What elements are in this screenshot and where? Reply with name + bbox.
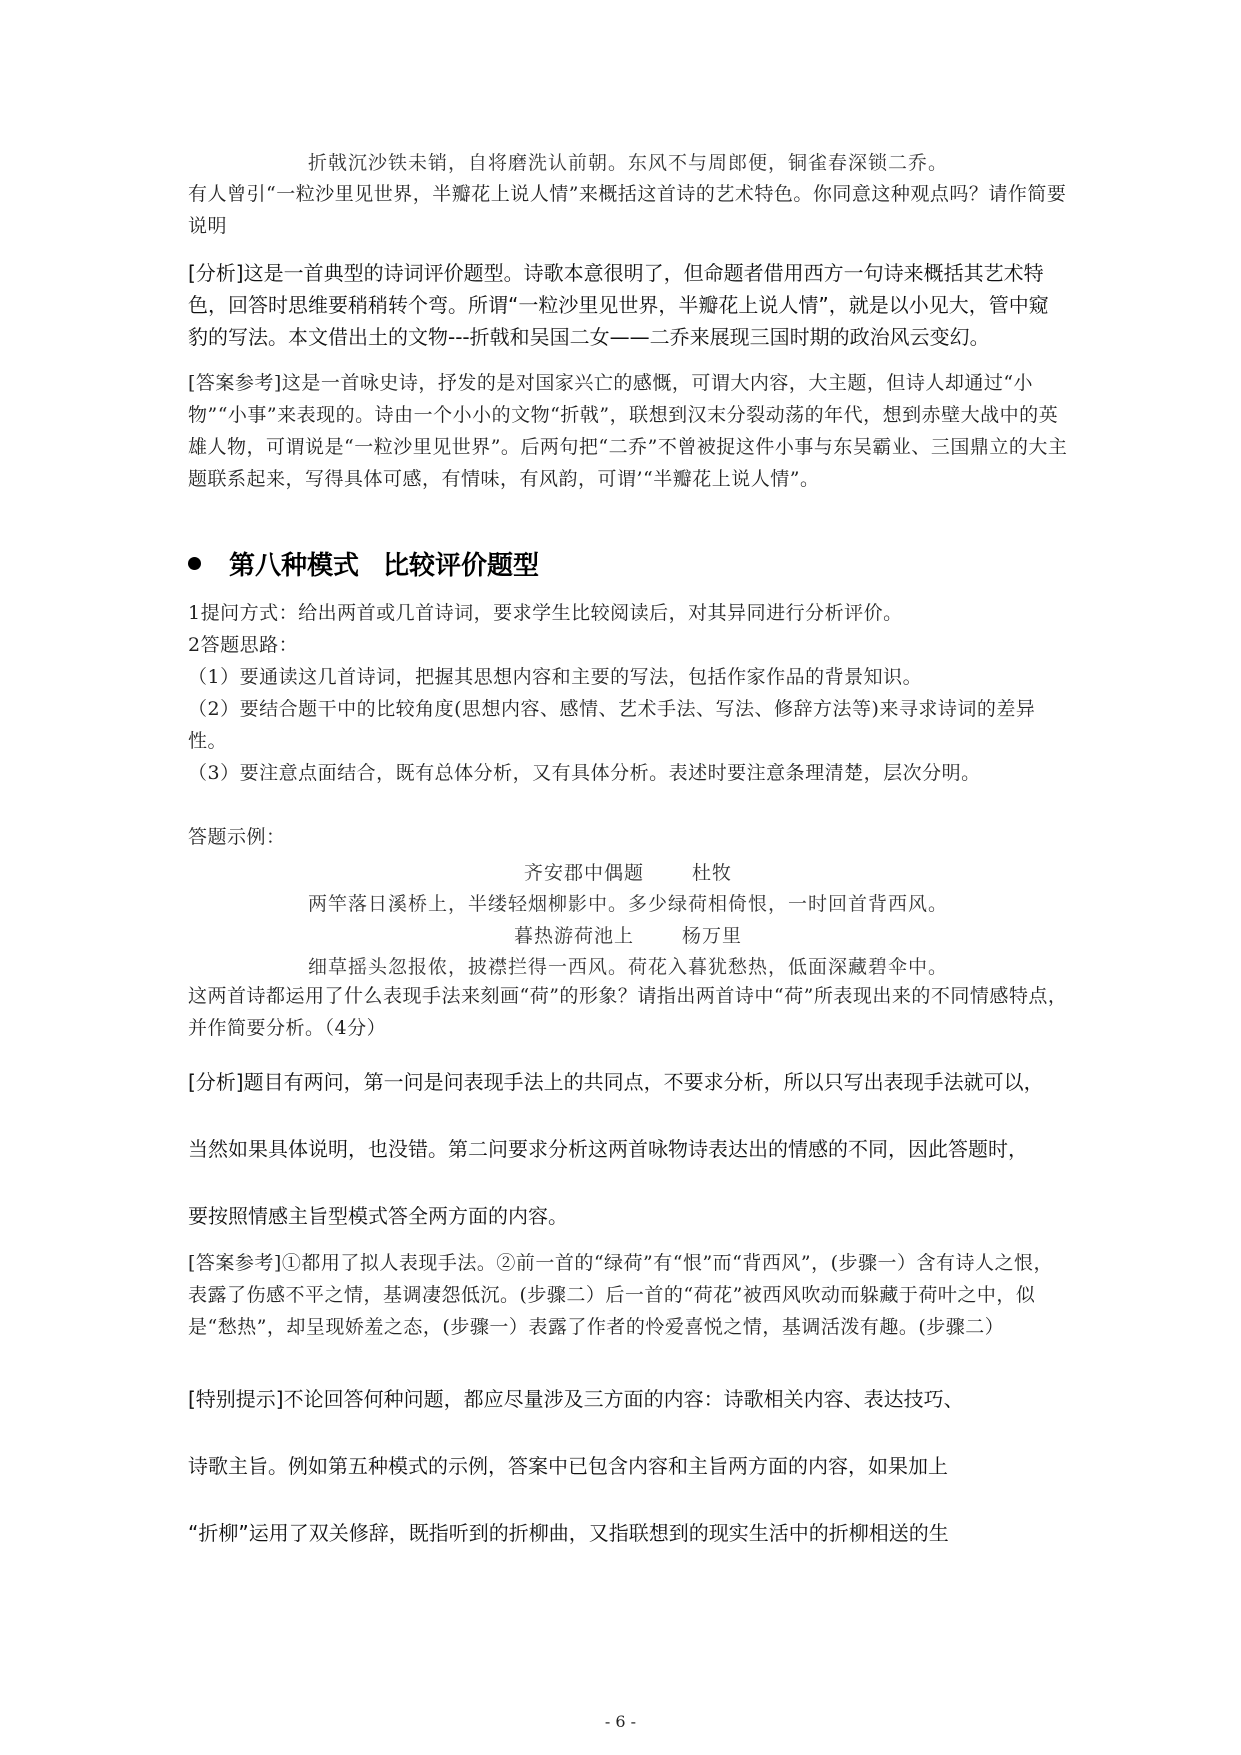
poem-1-author: 杜牧 bbox=[692, 862, 733, 884]
question-2: 这两首诗都运用了什么表现手法来刻画“荷”的形象？请指出两首诗中“荷”所表现出来的不同情感特点，并作简要分析。（4分） bbox=[188, 985, 1068, 1039]
analysis-2-line-3: 要按照情感主旨型模式答全两方面的内容。 bbox=[188, 1204, 568, 1228]
tip-line-3: “折柳”运用了双关修辞，既指听到的折柳曲，又指联想到的现实生活中的折柳相送的生 bbox=[188, 1521, 949, 1545]
approach-step-1: （1）要通读这几首诗词，把握其思想内容和主要的写法，包括作家作品的背景知识。 bbox=[188, 666, 923, 688]
question-method: 1提问方式：给出两首或几首诗词，要求学生比较阅读后，对其异同进行分析评价。 bbox=[188, 602, 903, 624]
top-poem: 折戟沉沙铁未销，自将磨洗认前朝。东风不与周郎便，铜雀春深锁二乔。 bbox=[307, 152, 948, 174]
question-1: 有人曾引“一粒沙里见世界，半瓣花上说人情”来概括这首诗的艺术特色。你同意这种观点吗？请作简要说明 bbox=[188, 183, 1067, 237]
approach-step-2: （2）要结合题干中的比较角度(思想内容、感情、艺术手法、写法、修辞方法等)来寻求诗词的差异性。 bbox=[188, 698, 1036, 752]
poem-1-text: 两竿落日溪桥上，半缕轻烟柳影中。多少绿荷相倚恨，一时回首背西风。 bbox=[307, 893, 948, 915]
example-label: 答题示例： bbox=[188, 826, 286, 848]
tip-line-1: [特别提示]不论回答何种问题，都应尽量涉及三方面的内容：诗歌相关内容、表达技巧、 bbox=[188, 1387, 964, 1411]
tip-line-2: 诗歌主旨。例如第五种模式的示例，答案中已包含内容和主旨两方面的内容，如果加上 bbox=[188, 1454, 948, 1478]
approach-title: 2答题思路： bbox=[188, 634, 299, 656]
section-subtitle: 比较评价题型 bbox=[383, 551, 540, 581]
poem-1-heading bbox=[188, 858, 1068, 885]
poem-2-heading bbox=[188, 921, 1068, 948]
poem-2-text: 细草摇头忽报侬，披襟拦得一西风。荷花入暮犹愁热，低面深藏碧伞中。 bbox=[307, 956, 948, 978]
answer-2: [答案参考]①都用了拟人表现手法。②前一首的“绿荷”有“恨”而“背西风”，(步骤一）含有诗人之恨，表露了伤感不平之情，基调凄怨低沉。(步骤二）后一首的“荷花”被西风吹动而躲藏于荷叶之中，似是“愁热”，却呈现娇羞之态，(步骤一）表露了作者的怜爱喜悦之情，基调活泼有趣。(步骤二） bbox=[188, 1252, 1054, 1338]
poem-1-title: 齐安郡中偶题 bbox=[523, 862, 644, 884]
approach-step-3: （3）要注意点面结合，既有总体分析，又有具体分析。表述时要注意条理清楚，层次分明。 bbox=[188, 762, 981, 784]
section-title: 第八种模式 bbox=[229, 551, 360, 581]
section-heading bbox=[188, 545, 539, 582]
analysis-2-line-1: [分析]题目有两问，第一问是问表现手法上的共同点，不要求分析，所以只写出表现手法就可以， bbox=[188, 1070, 1044, 1094]
poem-2-author: 杨万里 bbox=[682, 925, 743, 947]
poem-2-title: 暮热游荷池上 bbox=[513, 925, 634, 947]
analysis-1: [分析]这是一首典型的诗词评价题型。诗歌本意很明了，但命题者借用西方一句诗来概括其艺术特色，回答时思维要稍稍转个弯。所谓“一粒沙里见世界，半瓣花上说人情”，就是以小见大，管中窥豹的写法。本文借出土的文物---折戟和吴国二女——二乔来展现三国时期的政治风云变幻。 bbox=[188, 261, 1049, 349]
page-number: - 6 - bbox=[604, 1712, 637, 1731]
analysis-2-line-2: 当然如果具体说明，也没错。第二问要求分析这两首咏物诗表达出的情感的不同，因此答题时， bbox=[188, 1137, 1028, 1161]
answer-1: [答案参考]这是一首咏史诗，抒发的是对国家兴亡的感慨，可谓大内容，大主题，但诗人却通过“小物”“小事”来表现的。诗由一个小小的文物“折戟”，联想到汉末分裂动荡的年代，想到赤壁大战中的英雄人物，可谓说是“一粒沙里见世界”。后两句把“二乔”不曾被捉这件小事与东吴霸业、三国鼎立的大主题联系起来，写得具体可感，有情味，有风韵，可谓’“半瓣花上说人情”。 bbox=[188, 372, 1068, 490]
bullet-icon bbox=[188, 557, 201, 570]
